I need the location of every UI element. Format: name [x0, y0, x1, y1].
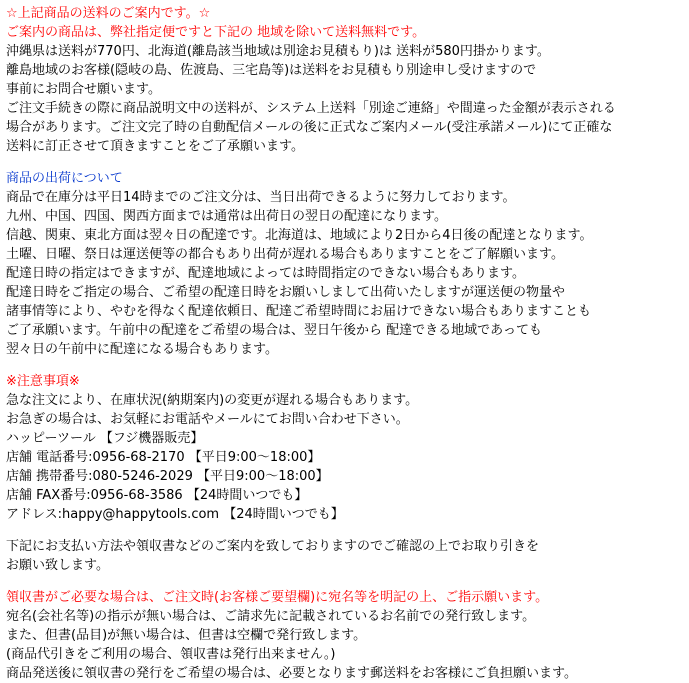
text-line: 宛名(会社名等)の指示が無い場合は、ご請求先に記載されているお名前での発行致します。: [6, 609, 536, 624]
text-line: (商品代引きをご利用の場合、領収書は発行出来ません。): [6, 647, 336, 662]
text-line: 土曜、日曜、祭日は運送便等の都合もあり出荷が遅れる場合もありますことをご了解願います。: [6, 247, 564, 262]
text-line: 離島地域のお客様(隠岐の島、佐渡島、三宅島等)は送料をお見積もり別途申し受けますので: [6, 63, 537, 78]
shipping-guide-section: [6, 4, 683, 156]
shop-fax: 店舗 FAX番号:0956-68-3586 【24時間いつでも】: [6, 488, 308, 503]
spacer: [6, 524, 683, 537]
shop-mobile: 店舗 携帯番号:080-5246-2029 【平日9:00～18:00】: [6, 469, 329, 484]
spacer: [6, 359, 683, 372]
shipping-timing-section: [6, 169, 683, 359]
text-line: 下記にお支払い方法や領収書などのご案内を致しておりますのでご確認の上でお取り引きを: [6, 539, 540, 554]
free-shipping-notice: ご案内の商品は、弊社指定便ですと下記の 地域を除いて送料無料です。: [6, 25, 426, 40]
notes-title: ※注意事項※: [6, 374, 80, 389]
receipt-title: 領収書がご必要な場合は、ご注文時(お客様ご要望欄)に宛名等を明記の上、ご指示願います。: [6, 590, 549, 605]
text-line: 配達日時をご指定の場合、ご希望の配達日時をお願いしまして出荷いたしますが運送便の物量や: [6, 285, 566, 300]
text-line: 急な注文により、在庫状況(納期案内)の変更が遅れる場合もあります。: [6, 393, 419, 408]
text-line: 翌々日の午前中に配達になる場合もあります。: [6, 342, 278, 357]
text-line: お願い致します。: [6, 558, 109, 573]
text-line: 商品で在庫分は平日14時までのご注文分は、当日出荷できるように努力しております。: [6, 190, 516, 205]
shop-name: ハッピーツール 【フジ機器販売】: [6, 431, 204, 446]
text-line: 配達日時の指定はできますが、配達地域によっては時間指定のできない場合もあります。: [6, 266, 525, 281]
text-line: 九州、中国、四国、関西方面までは通常は出荷日の翌日の配達になります。: [6, 209, 447, 224]
text-line: 信越、関東、東北方面は翌々日の配達です。北海道は、地域により2日から4日後の配達となります。: [6, 228, 593, 243]
text-line: 送料に訂正させて頂きますことをご了承願います。: [6, 139, 304, 154]
text-line: 商品発送後に領収書の発行をご希望の場合は、必要となります郵送料をお客様にご負担願います。: [6, 666, 577, 681]
spacer: [6, 575, 683, 588]
text-line: また、但書(品目)が無い場合は、但書は空欄で発行致します。: [6, 628, 367, 643]
text-line: 諸事情等により、やむを得なく配達依頼日、配達ご希望時間にお届けできない場合もありますことも: [6, 304, 592, 319]
notes-section: [6, 372, 683, 575]
spacer: [6, 156, 683, 169]
shipping-guide-title: ☆上記商品の送料のご案内です。☆: [6, 6, 211, 21]
text-line: お急ぎの場合は、お気軽にお電話やメールにてお問い合わせ下さい。: [6, 412, 409, 427]
shop-phone: 店舗 電話番号:0956-68-2170 【平日9:00～18:00】: [6, 450, 321, 465]
text-line: 沖縄県は送料が770円、北海道(離島該当地域は別途お見積もり)は 送料が580円掛かります。: [6, 44, 550, 59]
text-line: 事前にお問合せ願います。: [6, 82, 161, 97]
text-line: ご了承願います。午前中の配達をご希望の場合は、翌日午後から 配達できる地域であっても: [6, 323, 542, 338]
shipping-timing-title: 商品の出荷について: [6, 171, 123, 186]
shop-email: アドレス:happy@happytools.com 【24時間いつでも】: [6, 507, 344, 522]
text-line: ご注文手続きの際に商品説明文中の送料が、システム上送料「別途ご連絡」や間違った金額が表示される: [6, 101, 616, 116]
receipt-section: [6, 588, 683, 683]
text-line: 場合があります。ご注文完了時の自動配信メールの後に正式なご案内メール(受注承諾メール)にて正確な: [6, 120, 613, 135]
